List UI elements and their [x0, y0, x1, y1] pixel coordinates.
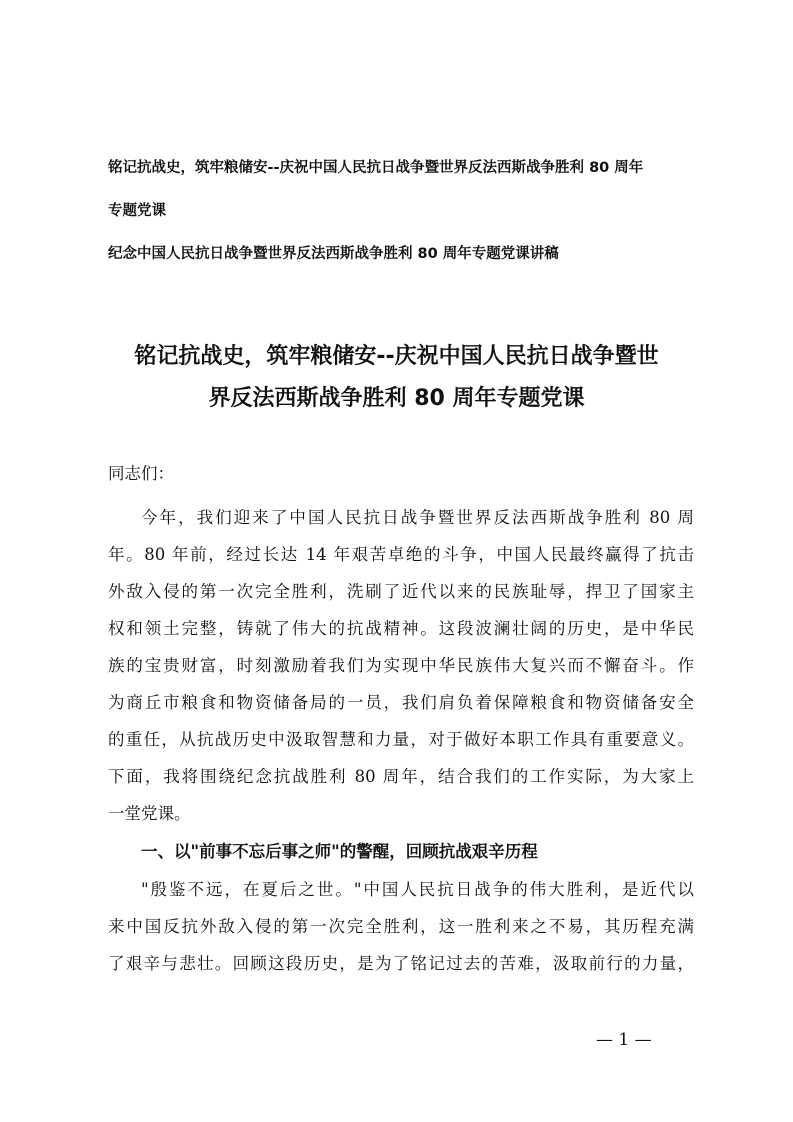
paragraph-line: 权和领土完整，铸就了伟大的抗战精神。这段波澜壮阔的历史，是中华民 [108, 619, 694, 638]
paragraph-line: 了艰辛与悲壮。回顾这段历史，是为了铭记过去的苦难，汲取前行的力量， [108, 954, 694, 973]
salutation: 同志们： [108, 464, 174, 483]
paragraph-line: 年。80 年前，经过长达 14 年艰苦卓绝的斗争，中国人民最终赢得了抗击 [108, 545, 694, 564]
paragraph-line: "殷鉴不远，在夏后之世。"中国人民抗日战争的伟大胜利，是近代以 [141, 880, 694, 899]
paragraph-line: 外敌入侵的第一次完全胜利，洗刷了近代以来的民族耻辱，捍卫了国家主 [108, 582, 694, 601]
paragraph-line: 为商丘市粮食和物资储备局的一员，我们肩负着保障粮食和物资储备安全 [108, 693, 694, 712]
paragraph-line: 今年，我们迎来了中国人民抗日战争暨世界反法西斯战争胜利 80 周 [141, 508, 694, 527]
paragraph-line: 一堂党课。 [108, 804, 191, 823]
header-title-line: 铭记抗战史，筑牢粮储安--庆祝中国人民抗日战争暨世界反法西斯战争胜利 80 周年 [108, 160, 644, 176]
page-number: — 1 — [596, 1030, 652, 1050]
document-title-line-2: 界反法西斯战争胜利 80 周年专题党课 [208, 386, 585, 411]
header-title-continuation: 专题党课 [108, 203, 166, 219]
section-heading-1: 一、以"前事不忘后事之师"的警醒，回顾抗战艰辛历程 [141, 842, 538, 861]
document-title-line-1: 铭记抗战史，筑牢粮储安--庆祝中国人民抗日战争暨世 [134, 344, 659, 369]
paragraph-line: 的重任，从抗战历史中汲取智慧和力量，对于做好本职工作具有重要意义。 [108, 730, 694, 749]
header-subtitle: 纪念中国人民抗日战争暨世界反法西斯战争胜利 80 周年专题党课讲稿 [108, 246, 559, 262]
paragraph-line: 下面，我将围绕纪念抗战胜利 80 周年，结合我们的工作实际，为大家上 [108, 767, 694, 786]
paragraph-line: 族的宝贵财富，时刻激励着我们为实现中华民族伟大复兴而不懈奋斗。作 [108, 656, 694, 675]
paragraph-line: 来中国反抗外敌入侵的第一次完全胜利，这一胜利来之不易，其历程充满 [108, 917, 694, 936]
